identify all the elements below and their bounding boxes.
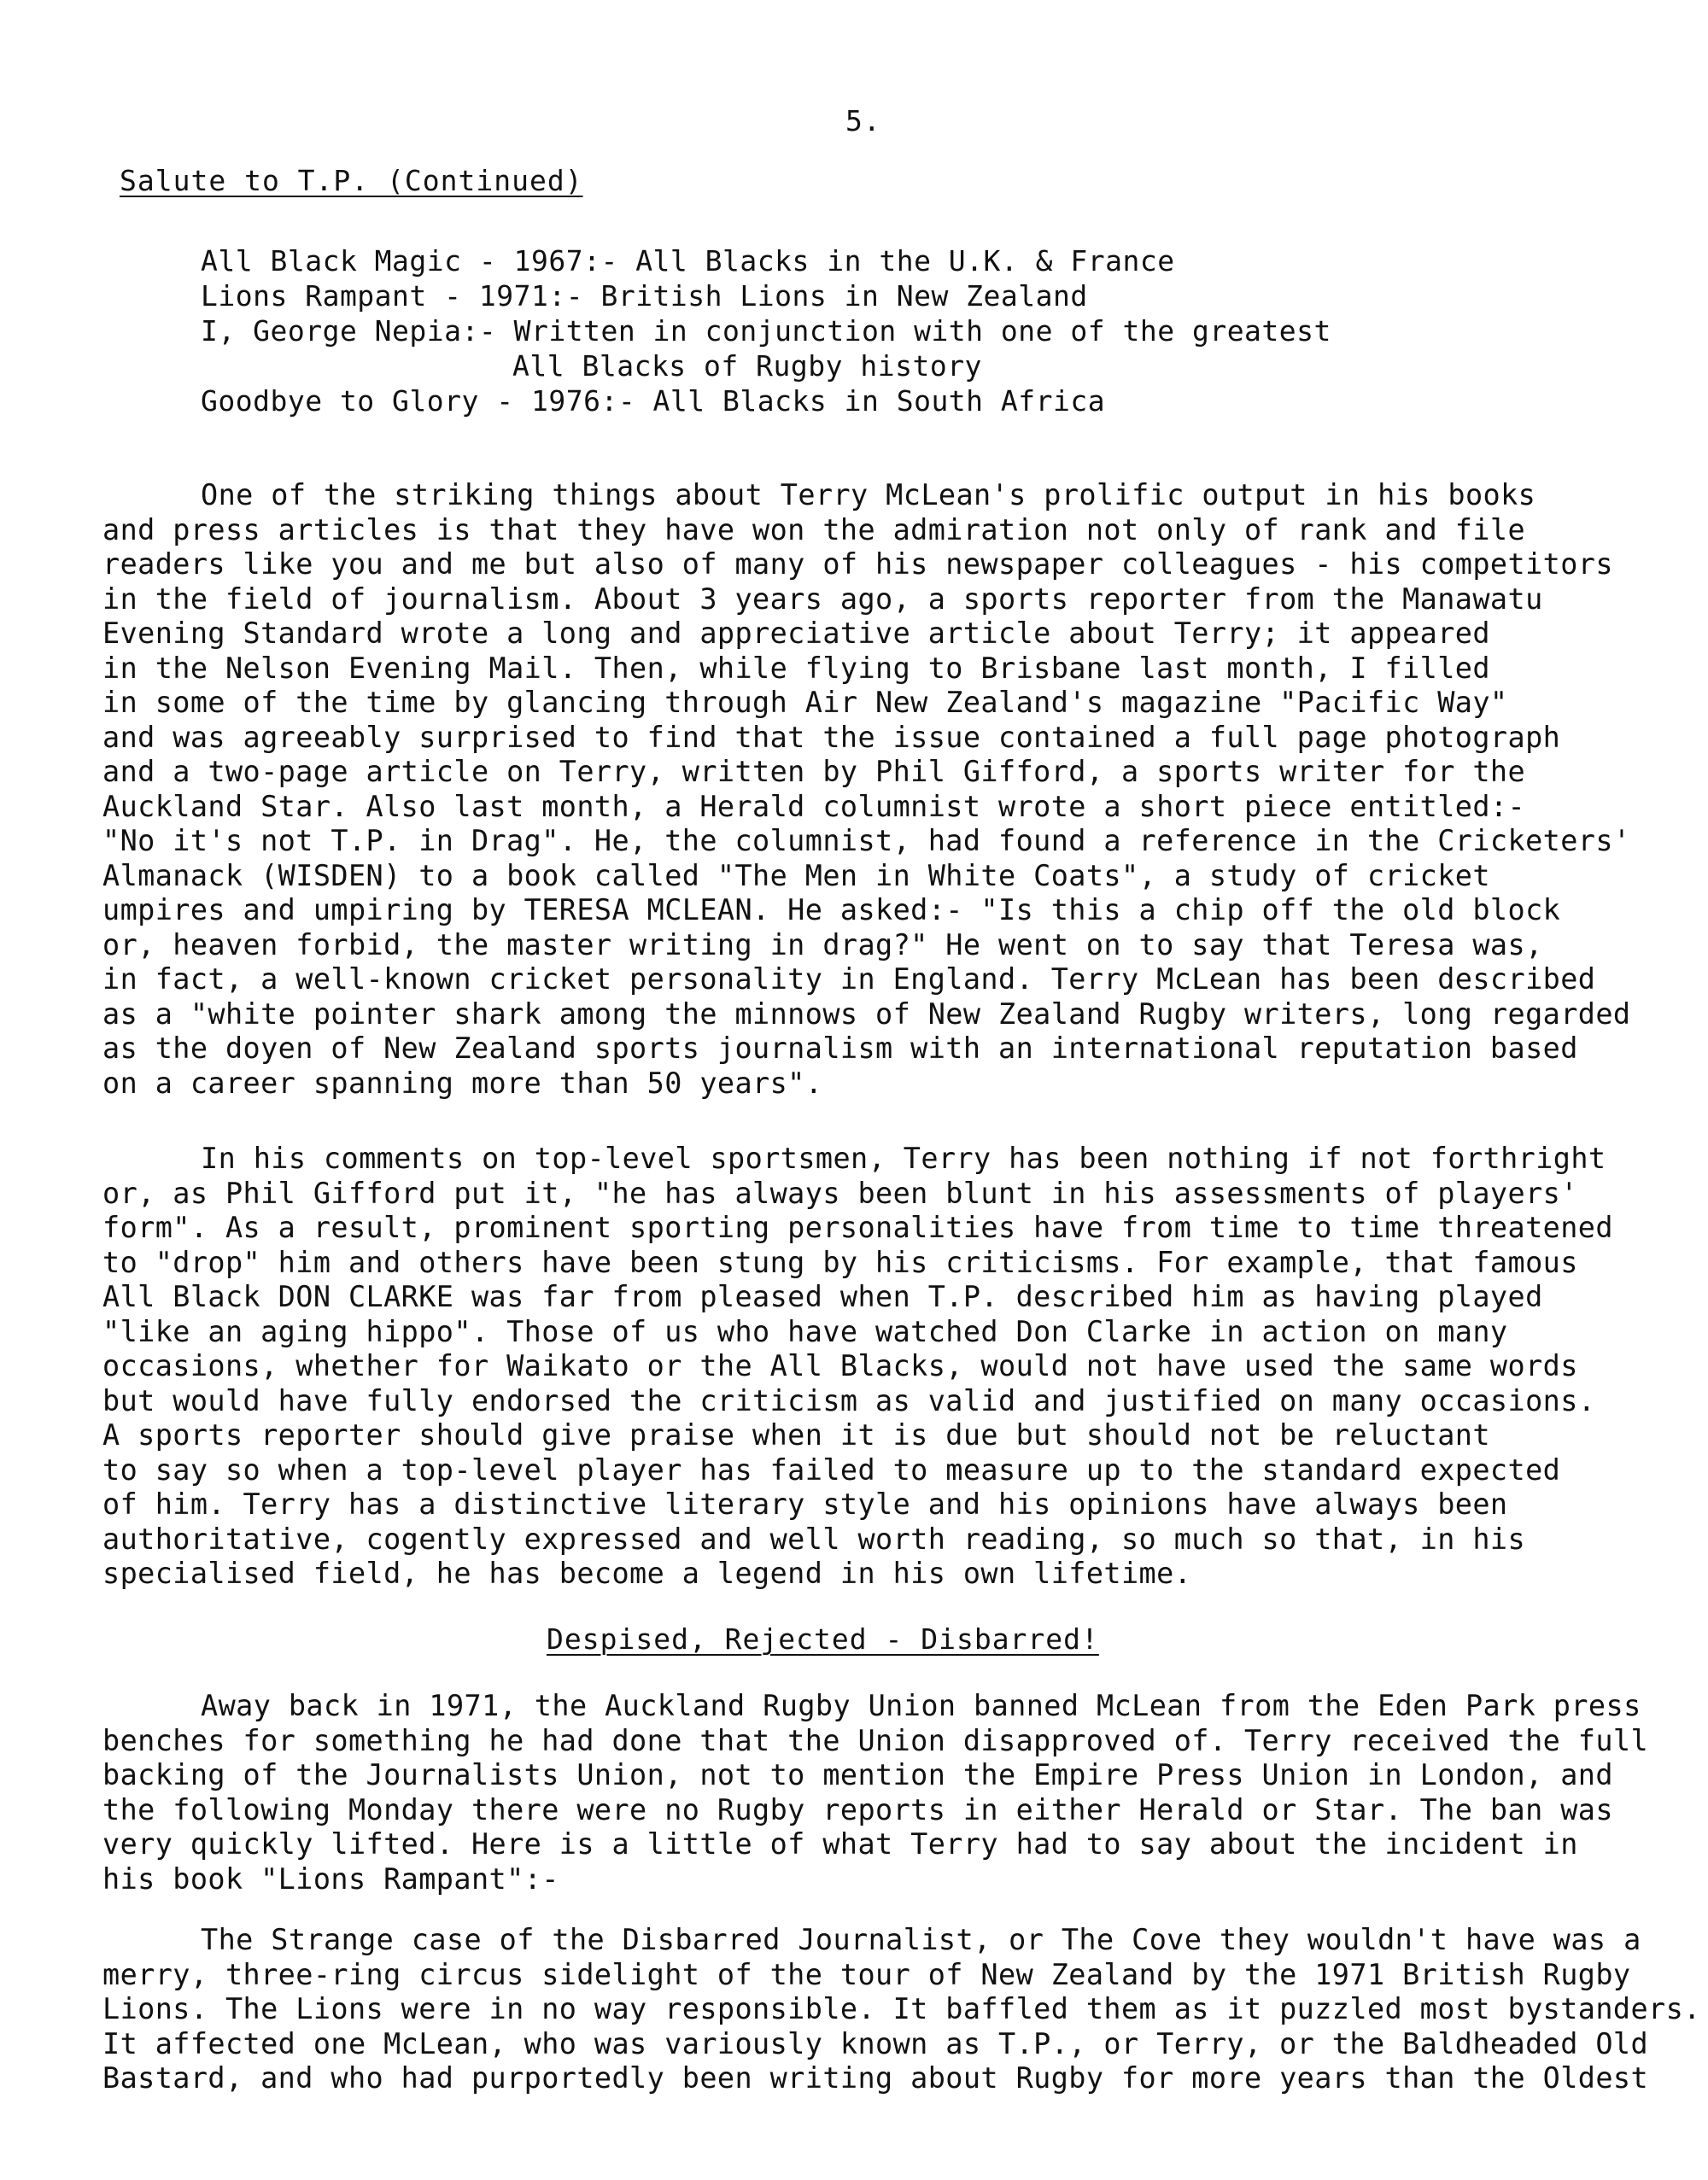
text-line: The Strange case of the Disbarred Journalist, or The Cove they wouldn't have was a — [201, 1923, 1641, 1956]
text-line: benches for something he had done that the Union disapproved of. Terry received the full — [102, 1723, 1649, 1757]
text-line: Evening Standard wrote a long and appreciative article about Terry; it appeared — [102, 617, 1490, 650]
text-line: "No it's not T.P. in Drag". He, the columnist, had found a reference in the Cricketers' — [102, 824, 1631, 857]
text-line: Bastard, and who had purportedly been writing about Rugby for more years than the Oldest — [102, 2061, 1649, 2095]
text-line: in the field of journalism. About 3 years ago, a sports reporter from the Manawatu — [102, 582, 1543, 616]
text-line: All Black DON CLARKE was far from pleased when T.P. described him as having played — [102, 1280, 1543, 1313]
text-line: It affected one McLean, who was variously known as T.P., or Terry, or the Baldheaded Old — [102, 2026, 1649, 2060]
paragraph-top-level-sportsmen — [102, 1142, 1640, 1592]
text-line: backing of the Journalists Union, not to mention the Empire Press Union in London, and — [102, 1758, 1613, 1791]
book-list-item: I, George Nepia:- Written in conjunction with one of the greatest — [201, 314, 1331, 348]
text-line: merry, three-ring circus sidelight of the tour of New Zealand by the 1971 British Rugby — [102, 1957, 1631, 1991]
text-line: his book "Lions Rampant":- — [102, 1861, 559, 1896]
text-line: of him. Terry has a distinctive literary style and his opinions have always been — [102, 1487, 1508, 1521]
text-line: as a "white pointer shark among the minnows of New Zealand Rugby writers, long regarded — [102, 996, 1631, 1031]
book-list-item: Lions Rampant - 1971:- British Lions in New Zealand — [201, 279, 1088, 313]
page-number: 5. — [845, 104, 881, 137]
text-line: umpires and umpiring by TERESA MCLEAN. He asked:- "Is this a chip off the old block — [102, 893, 1561, 926]
text-line: or, as Phil Gifford put it, "he has always been blunt in his assessments of players' — [102, 1176, 1578, 1210]
text-line: and press articles is that they have won the admiration not only of rank and file — [102, 512, 1526, 546]
text-line: In his comments on top-level sportsmen, Terry has been nothing if not forthright — [201, 1142, 1606, 1175]
text-line: Lions. The Lions were in no way responsible. It baffled them as it puzzled most bystanders. — [102, 1992, 1701, 2025]
text-line: very quickly lifted. Here is a little of what Terry had to say about the incident in — [102, 1827, 1578, 1861]
text-line: but would have fully endorsed the criticism as valid and justified on many occasions. — [102, 1383, 1596, 1417]
text-line: and a two-page article on Terry, written by Phil Gifford, a sports writer for the — [102, 755, 1526, 788]
text-line: One of the striking things about Terry McLean's prolific output in his books — [201, 478, 1536, 511]
text-line: specialised field, he has become a legend in his own lifetime. — [102, 1557, 1192, 1590]
text-line: in some of the time by glancing through Air New Zealand's magazine "Pacific Way" — [102, 686, 1508, 719]
book-list-item: Goodbye to Glory - 1976:- All Blacks in South Africa — [201, 384, 1106, 418]
text-line: the following Monday there were no Rugby reports in either Herald or Star. The ban was — [102, 1792, 1613, 1826]
paragraph-eden-park-ban — [102, 1689, 1649, 1897]
text-line: Auckland Star. Also last month, a Herald columnist wrote a short piece entitled:- — [102, 789, 1526, 823]
paragraph-terry-mclean-output — [102, 478, 1640, 1101]
text-line: or, heaven forbid, the master writing in drag?" He went on to say that Teresa was, — [102, 927, 1543, 961]
text-line: and was agreeably surprised to find that the issue contained a full page photograph — [102, 720, 1561, 754]
text-line: in the Nelson Evening Mail. Then, while flying to Brisbane last month, I filled — [102, 651, 1490, 685]
text-line: A sports reporter should give praise when it is due but should not be reluctant — [102, 1418, 1490, 1452]
section-heading-salute: Salute to T.P. (Continued) — [120, 164, 583, 197]
text-line: "like an aging hippo". Those of us who have watched Don Clarke in action on many — [102, 1314, 1508, 1348]
text-line: as the doyen of New Zealand sports journalism with an international reputation based — [102, 1032, 1578, 1065]
text-line: authoritative, cogently expressed and well worth reading, so much so that, in his — [102, 1522, 1526, 1556]
book-list-item-continuation: All Blacks of Rugby history — [512, 349, 982, 383]
text-line: on a career spanning more than 50 years". — [102, 1066, 823, 1100]
book-list — [201, 243, 1331, 418]
section-heading-despised: Despised, Rejected - Disbarred! — [547, 1622, 1099, 1656]
text-line: Almanack (WISDEN) to a book called "The Men in White Coats", a study of cricket — [102, 858, 1490, 892]
book-list-item: All Black Magic - 1967:- All Blacks in the U.K. & France — [201, 244, 1175, 278]
text-line: in fact, a well-known cricket personality in England. Terry McLean has been described — [102, 962, 1596, 996]
text-line: readers like you and me but also of many of his newspaper colleagues - his competitors — [102, 547, 1613, 581]
text-line: Away back in 1971, the Auckland Rugby Union banned McLean from the Eden Park press — [201, 1689, 1641, 1722]
text-line: to "drop" him and others have been stung by his criticisms. For example, that famous — [102, 1245, 1578, 1279]
text-line: occasions, whether for Waikato or the All Blacks, would not have used the same words — [102, 1349, 1578, 1382]
paragraph-lions-rampant-quote — [102, 1923, 1701, 2096]
text-line: to say so when a top-level player has failed to measure up to the standard expected — [102, 1452, 1561, 1487]
text-line: form". As a result, prominent sporting personalities have from time to time threatened — [102, 1211, 1613, 1244]
